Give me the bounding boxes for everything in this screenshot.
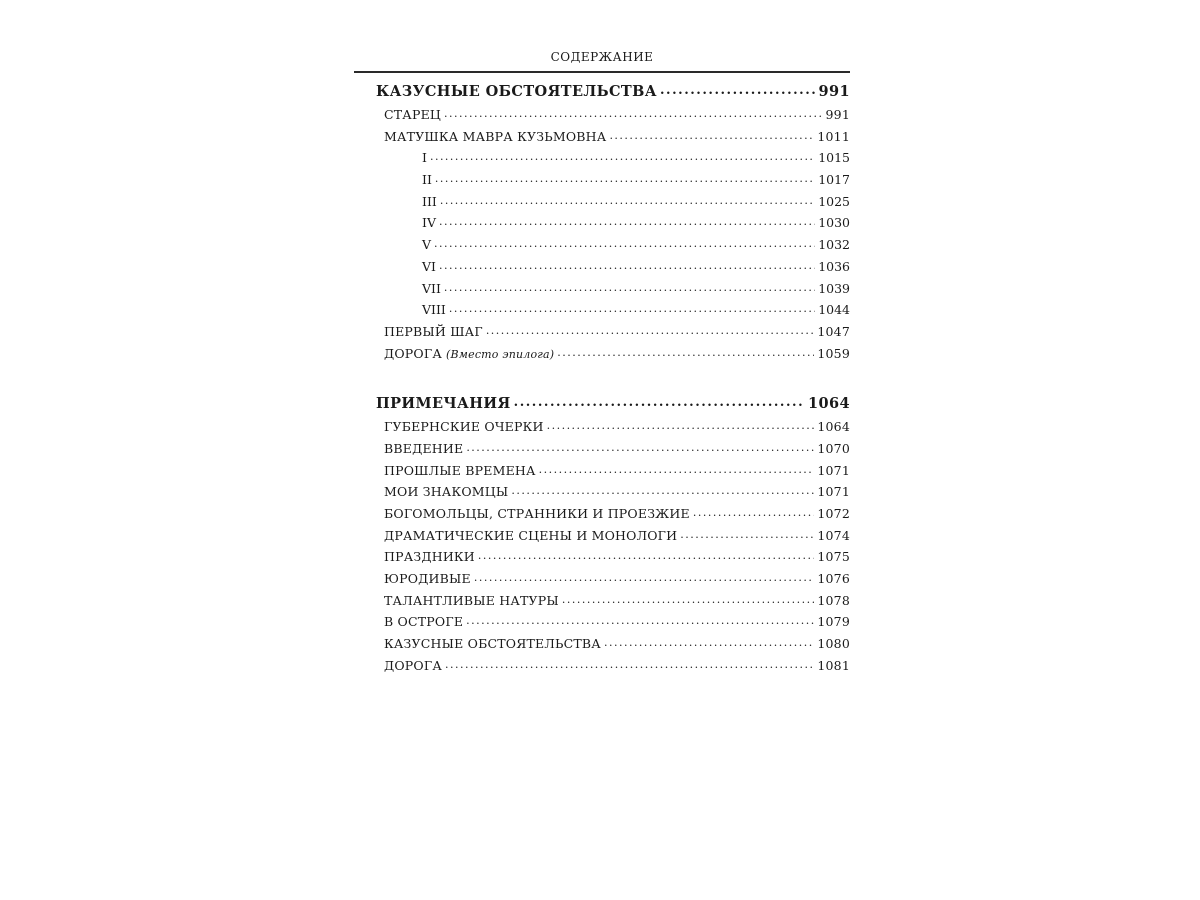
toc-entry bbox=[376, 546, 850, 568]
toc-entry-title: ТАЛАНТЛИВЫЕ НАТУРЫ bbox=[384, 592, 559, 608]
toc-entry-page: 1017 bbox=[818, 172, 850, 188]
toc-entry bbox=[376, 655, 850, 677]
toc-entry bbox=[376, 481, 850, 503]
toc-entry-page: 1030 bbox=[818, 215, 850, 231]
toc-entry-title: ЮРОДИВЫЕ bbox=[384, 571, 471, 587]
toc-entry-page: 1081 bbox=[817, 657, 850, 673]
toc-entry-page: 1071 bbox=[817, 484, 850, 500]
toc-entry-title: МАТУШКА МАВРА КУЗЬМОВНА bbox=[384, 128, 607, 144]
toc-entry bbox=[376, 321, 850, 343]
toc-entry-title: I bbox=[422, 150, 427, 166]
dot-leader bbox=[430, 145, 815, 168]
running-header: СОДЕРЖАНИЕ bbox=[550, 50, 654, 64]
toc-entry-title: ПЕРВЫЙ ШАГ bbox=[384, 323, 483, 339]
toc-entry-page: 1071 bbox=[817, 462, 850, 478]
toc-entry bbox=[376, 460, 850, 482]
toc-entry-title: VII bbox=[422, 280, 441, 296]
toc-entry-title: VI bbox=[422, 258, 436, 274]
toc-section bbox=[376, 392, 850, 676]
toc-entry bbox=[376, 104, 850, 126]
toc-section-title: ПРИМЕЧАНИЯ bbox=[376, 395, 511, 413]
table-of-contents bbox=[376, 80, 850, 677]
dot-leader bbox=[444, 102, 823, 125]
toc-entry-page: 1064 bbox=[817, 419, 850, 435]
dot-leader bbox=[511, 479, 814, 502]
toc-entry-page: 1074 bbox=[817, 527, 850, 543]
toc-entry-page: 991 bbox=[825, 107, 850, 122]
toc-entry bbox=[376, 147, 850, 169]
toc-entry-title: IV bbox=[422, 215, 436, 231]
toc-entry bbox=[376, 611, 850, 633]
toc-entry bbox=[376, 525, 850, 547]
toc-entry bbox=[376, 212, 850, 234]
toc-entry-page: 1011 bbox=[817, 128, 850, 144]
toc-entry-page: 1015 bbox=[818, 150, 850, 166]
dot-leader bbox=[539, 458, 815, 481]
toc-entry-title: VIII bbox=[422, 302, 446, 318]
dot-leader bbox=[439, 254, 815, 277]
toc-entry-page: 1075 bbox=[817, 549, 850, 565]
dot-leader bbox=[478, 544, 814, 567]
toc-entry-title: ПРАЗДНИКИ bbox=[384, 549, 475, 565]
toc-entry-title: ВВЕДЕНИЕ bbox=[384, 440, 464, 456]
dot-leader bbox=[440, 189, 815, 212]
toc-section-title: КАЗУСНЫЕ ОБСТОЯТЕЛЬСТВА bbox=[376, 83, 657, 100]
dot-leader bbox=[557, 341, 814, 364]
toc-entry bbox=[376, 126, 850, 148]
toc-entry-title: ГУБЕРНСКИЕ ОЧЕРКИ bbox=[384, 419, 544, 435]
toc-entry-page: 1044 bbox=[818, 302, 850, 318]
dot-leader bbox=[434, 232, 815, 255]
toc-entry bbox=[376, 503, 850, 525]
toc-section-heading bbox=[376, 392, 850, 416]
toc-entry bbox=[376, 256, 850, 278]
dot-leader bbox=[609, 124, 814, 147]
toc-entry bbox=[376, 343, 850, 365]
toc-entry-page: 1032 bbox=[818, 237, 850, 253]
dot-leader bbox=[449, 297, 815, 320]
toc-entry-title: II bbox=[422, 172, 432, 188]
toc-entry-page: 1078 bbox=[817, 592, 850, 608]
dot-leader bbox=[466, 609, 814, 632]
toc-entry bbox=[376, 299, 850, 321]
dot-leader bbox=[435, 167, 815, 190]
dot-leader bbox=[693, 501, 815, 524]
dot-leader bbox=[514, 390, 805, 415]
toc-entry bbox=[376, 169, 850, 191]
dot-leader bbox=[444, 276, 815, 299]
toc-entry-title: СТАРЕЦ bbox=[384, 107, 442, 122]
toc-entry-page: 1070 bbox=[817, 440, 850, 456]
header-rule bbox=[354, 71, 850, 73]
dot-leader bbox=[439, 210, 815, 233]
dot-leader bbox=[445, 653, 814, 676]
toc-section-page: 991 bbox=[818, 83, 850, 100]
toc-entry-title: БОГОМОЛЬЦЫ, СТРАННИКИ И ПРОЕЗЖИЕ bbox=[384, 506, 690, 521]
toc-section bbox=[376, 80, 850, 364]
toc-entry bbox=[376, 633, 850, 655]
toc-entry-page: 1025 bbox=[818, 193, 850, 209]
toc-entry-title: ДРАМАТИЧЕСКИЕ СЦЕНЫ И МОНОЛОГИ bbox=[384, 527, 678, 543]
toc-entry-title: V bbox=[422, 237, 432, 253]
toc-entry bbox=[376, 590, 850, 612]
toc-entry-page: 1079 bbox=[817, 614, 850, 630]
toc-entry-title: ДОРОГА bbox=[384, 345, 443, 361]
toc-entry-title: III bbox=[422, 193, 437, 209]
toc-entry bbox=[376, 568, 850, 590]
toc-entry-page: 1047 bbox=[817, 323, 850, 339]
toc-entry bbox=[376, 191, 850, 213]
toc-entry-page: 1080 bbox=[817, 636, 850, 652]
dot-leader bbox=[486, 319, 815, 342]
toc-entry bbox=[376, 416, 850, 438]
toc-entry-title: КАЗУСНЫЕ ОБСТОЯТЕЛЬСТВА bbox=[384, 636, 601, 652]
toc-entry-list bbox=[376, 104, 850, 364]
toc-entry-title: В ОСТРОГЕ bbox=[384, 614, 464, 630]
toc-entry bbox=[376, 438, 850, 460]
toc-entry-title: ДОРОГА bbox=[384, 657, 443, 673]
toc-section-heading bbox=[376, 80, 850, 104]
toc-entry-page: 1039 bbox=[818, 280, 850, 296]
toc-entry-page: 1072 bbox=[817, 506, 850, 521]
toc-entry-list bbox=[376, 416, 850, 676]
dot-leader bbox=[660, 78, 816, 103]
toc-entry-page: 1059 bbox=[817, 345, 850, 361]
dot-leader bbox=[562, 588, 814, 611]
toc-entry-subtitle: (Вместо эпилога) bbox=[446, 347, 555, 361]
toc-entry-title: ПРОШЛЫЕ ВРЕМЕНА bbox=[384, 462, 536, 478]
toc-entry-page: 1076 bbox=[817, 571, 850, 587]
dot-leader bbox=[547, 414, 815, 437]
toc-entry-page: 1036 bbox=[818, 258, 850, 274]
toc-entry bbox=[376, 234, 850, 256]
dot-leader bbox=[474, 566, 815, 589]
toc-section-page: 1064 bbox=[808, 395, 850, 413]
dot-leader bbox=[604, 631, 814, 654]
dot-leader bbox=[680, 523, 814, 546]
toc-entry bbox=[376, 278, 850, 300]
toc-entry-title: МОИ ЗНАКОМЦЫ bbox=[384, 484, 509, 500]
dot-leader bbox=[466, 436, 814, 459]
